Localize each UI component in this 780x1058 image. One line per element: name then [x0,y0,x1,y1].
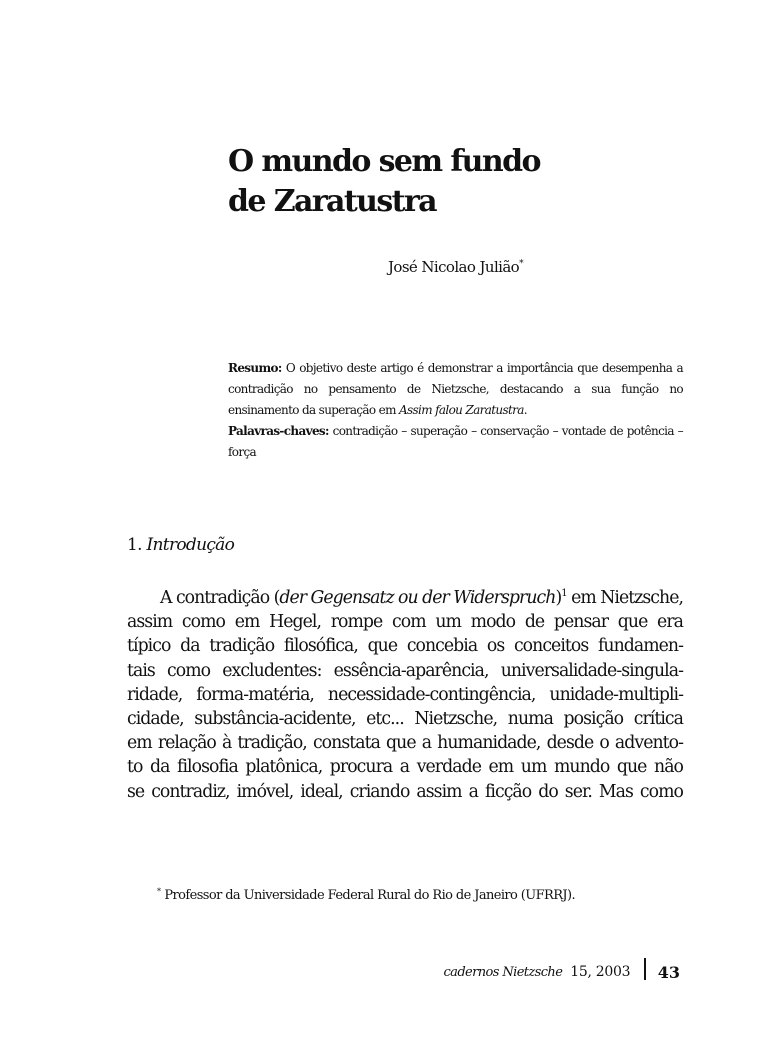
abstract-block [228,358,683,463]
keywords-label: Palavras-chaves: [228,424,329,438]
abstract-label: Resumo: [228,361,282,375]
body-line-5: ridade, forma-matéria, necessidade-contingência, unidade-multipli- [127,684,683,705]
section-title: Introdução [146,535,235,555]
abstract-book-title: Assim falou Zaratustra [399,403,524,417]
title-line-2: de Zaratustra [228,184,436,219]
body-line-6: cidade, substância-acidente, etc... Nietzsche, numa posição crítica [127,709,683,730]
body-line-8: to da filosofia platônica, procura a verdade em um mundo que não [127,757,683,778]
body-text-segment: ) [555,588,562,608]
body-line-3: típico da tradição filosófica, que concebia os conceitos fundamen- [127,636,683,657]
body-line-2: assim como em Hegel, rompe com um modo de pensar que era [127,612,683,633]
german-terms: der Gegensatz ou der Widerspruch [279,588,556,608]
body-text-segment: A contradição ( [160,588,280,608]
keywords-paragraph [228,421,683,463]
abstract-text-end: . [523,403,527,417]
body-line-4: tais como excludentes: essência-aparência, universalidade-singula- [127,660,683,681]
section-number: 1. [127,535,142,555]
author-footnote-mark[interactable]: * [519,259,524,269]
journal-name: cadernos Nietzsche [443,964,563,980]
footnote-mark: * [157,887,161,896]
author-name: José Nicolao Julião [387,258,520,276]
section-heading [127,535,234,555]
body-line-7: em relação à tradição, constata que a humanidade, desde o advento- [127,733,683,754]
journal-issue: 15, 2003 [570,964,631,980]
page-footer [444,955,681,989]
body-line-1 [127,582,683,610]
page-number: 43 [657,962,680,982]
footnote-ref-1[interactable]: 1 [561,588,567,599]
footer-divider [644,958,646,980]
author-byline [228,258,683,276]
footnote [157,887,687,903]
abstract-text: O objetivo deste artigo é demonstrar a importância que desempenha a contradição no pensamento de Nietzsche, destacando a sua função no ensinamento da superação em [228,361,683,417]
footnote-text: Professor da Universidade Federal Rural do Rio de Janeiro (UFRRJ). [164,888,576,903]
title-line-1: O mundo sem fundo [228,144,540,179]
abstract-paragraph [228,358,683,421]
body-paragraph [127,582,683,804]
article-title [228,142,688,222]
body-text-segment: em Nietzsche, [566,588,684,608]
keywords-text: contradição – superação – conservação – vontade de potência – força [228,424,683,459]
body-line-9: se contradiz, imóvel, ideal, criando assim a ficção do ser. Mas como [127,781,683,802]
